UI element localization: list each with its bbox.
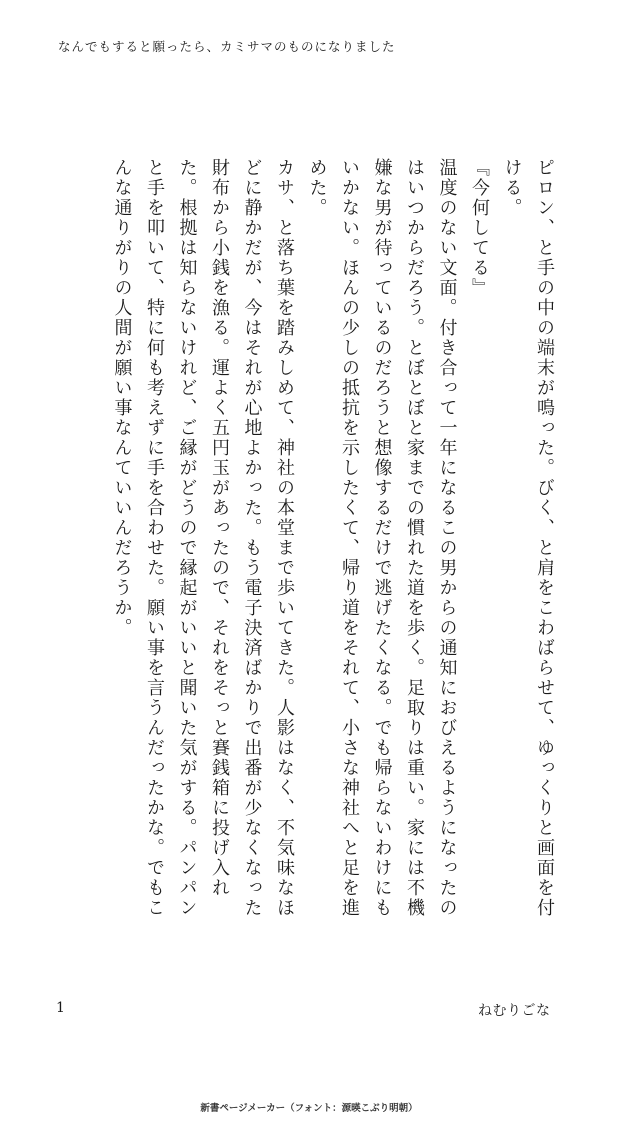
paragraph: 『今何してる』 <box>469 158 490 298</box>
paragraph: ピロン、と手の中の端末が鳴った。びく、と肩をこわばらせて、ゆっくりと画面を付ける。 <box>501 158 555 918</box>
paragraph: 温度のない文面。付き合って一年になるこの男からの通知におびえるようになったのはいつからだろう。とぼとぼと家までの慣れた道を歩く。足取りは重い。家には不機嫌な男が待っているのだろうと想像するだけで逃げたくなる。でも帰らないわけにもいかない。ほんの少しの抵抗を示したくて、帰り道をそれて、小さな神社へと足を進めた。 <box>306 158 458 918</box>
running-title: なんでもすると願ったら、カミサマのものになりました <box>58 39 396 54</box>
page-number: 1 <box>56 1000 65 1016</box>
author-name: ねむりごな <box>478 1003 551 1019</box>
footer-credit: 新書ページメーカー（フォント：源暎こぶり明朝） <box>200 1103 418 1114</box>
vertical-body-text <box>60 158 560 918</box>
paragraph: カサ、と落ち葉を踏みしめて、神社の本堂まで歩いてきた。人影はなく、不気味なほどに静かだが、今はそれが心地よかった。もう電子決済ばかりで出番が少なくなった財布から小銭を漁る。運よく五円玉があったので、それをそっと賽銭箱に投げ入れた。根拠は知らないけれど、ご縁がどうので縁起がいいと聞いた気がする。パンパンと手を叩いて、特に何も考えずに手を合わせた。願い事を言うんだったかな。でもこんな通りがりの人間が願い事なんていいんだろうか。 <box>111 158 295 918</box>
